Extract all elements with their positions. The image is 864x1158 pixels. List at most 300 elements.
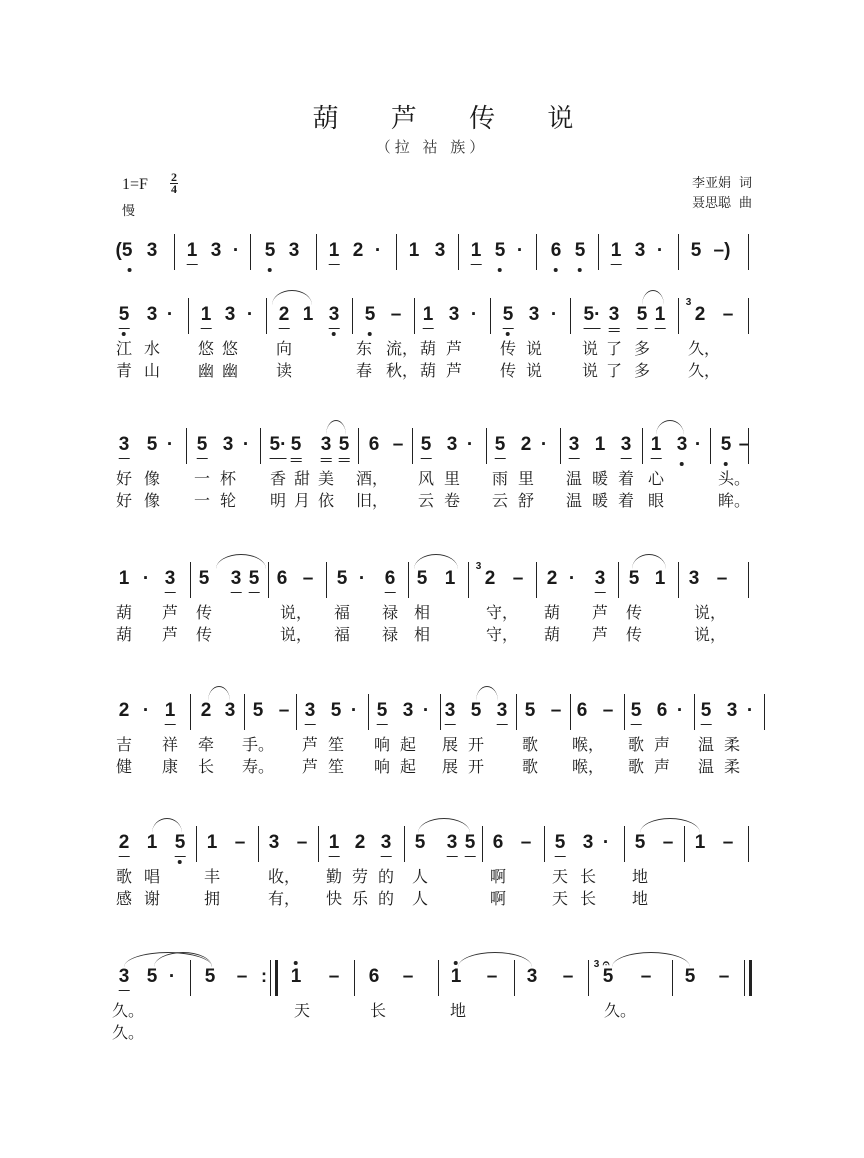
note: – [716, 568, 728, 589]
barline [748, 298, 749, 334]
barline [570, 298, 571, 334]
barline [748, 428, 749, 464]
lyric-syllable: 劳 [351, 867, 369, 886]
note: 2 [520, 434, 532, 455]
note: – [550, 700, 562, 721]
lyric-syllable: 喉， [571, 735, 605, 754]
note: – [236, 966, 248, 987]
note: 3 [620, 434, 632, 455]
note: 3 [146, 240, 158, 261]
barline [188, 298, 189, 334]
lyric-syllable: 风 [417, 469, 435, 488]
lyric-syllable: 福 [333, 625, 351, 644]
tempo-marking: 慢 [122, 204, 136, 219]
lyric-syllable: 啊 [489, 889, 507, 908]
barline [404, 826, 405, 862]
barline [764, 694, 765, 730]
lyric-syllable: 人 [411, 867, 429, 886]
lyric-syllable: 暖 [591, 491, 609, 510]
lyric-syllable: 地 [631, 867, 649, 886]
barline [438, 960, 439, 996]
credits [692, 174, 752, 214]
note: · [694, 434, 702, 455]
note: 2 [200, 700, 212, 721]
note: 3 [224, 700, 236, 721]
lyric-syllable: 笙 [327, 735, 345, 754]
note: 3 [528, 304, 540, 325]
lyric-syllable: 杯 [219, 469, 237, 488]
barline [618, 562, 619, 598]
lyric-syllable: 传 [499, 339, 517, 358]
lyric-syllable: 芦 [445, 361, 463, 380]
lyric-syllable: 幽 [197, 361, 215, 380]
lyric-syllable: 眸。 [717, 491, 751, 510]
note: 5 [503, 304, 514, 326]
note: 1 [470, 240, 482, 261]
note: 5 [636, 304, 648, 325]
note: – [390, 304, 402, 325]
note: 5· [269, 434, 287, 455]
lyric-verse-1 [112, 336, 752, 358]
lyric-syllable: 青 [115, 361, 133, 380]
lyric-syllable: 芦 [301, 735, 319, 754]
note: · [166, 304, 174, 325]
lyric-syllable: 柔 [723, 735, 741, 754]
note: · [358, 568, 366, 589]
slur [152, 818, 182, 833]
lyric-syllable: 月 [293, 491, 311, 510]
barline [266, 298, 267, 334]
lyric-syllable: 声 [653, 735, 671, 754]
barline [414, 298, 415, 334]
score-system [112, 824, 752, 908]
lyric-syllable: 声 [653, 757, 671, 776]
slur [418, 818, 470, 833]
note: · [470, 304, 478, 325]
note: 3 [329, 304, 340, 326]
lyric-syllable: 春 [355, 361, 373, 380]
lyric-syllable: 勤 [325, 867, 343, 886]
note: 1 [408, 240, 420, 261]
lyric-syllable: 旧， [355, 491, 389, 510]
note: 1 [200, 304, 212, 325]
note: 5 [684, 966, 696, 987]
lyric-syllable: 丰 [203, 867, 221, 886]
lyric-syllable: 流， [385, 339, 419, 358]
lyric-syllable: 芦 [445, 339, 463, 358]
note: · [232, 240, 240, 261]
note: 3 [688, 568, 700, 589]
note: 5 [414, 832, 426, 853]
note: · [242, 434, 250, 455]
note: 5 [119, 304, 130, 326]
lyric-syllable: 温 [697, 735, 715, 754]
lyric-syllable: 舒 [517, 491, 535, 510]
lyric-syllable: 好 [115, 469, 133, 488]
note: – [486, 966, 498, 987]
lyric-syllable: 长 [197, 757, 215, 776]
lyric-syllable: 说， [279, 625, 313, 644]
lyric-syllable: 葫 [115, 603, 133, 622]
note: 5 [494, 434, 506, 455]
lyric-syllable: 向 [275, 339, 293, 358]
note: 5 [495, 240, 506, 262]
note: 3 [568, 434, 580, 455]
lyric-syllable: 唱 [143, 867, 161, 886]
lyric-syllable: 牵 [197, 735, 215, 754]
barline [468, 562, 469, 598]
barline [624, 694, 625, 730]
score-system [112, 296, 752, 380]
grace-note: 3 [593, 959, 600, 970]
barline [396, 234, 397, 270]
score-system [112, 692, 752, 776]
note: · [142, 568, 150, 589]
note: 5 [524, 700, 536, 721]
lyric-syllable: 长 [369, 1001, 387, 1020]
barline [544, 826, 545, 862]
note: – [722, 304, 734, 325]
note: · [540, 434, 548, 455]
note: · [168, 966, 176, 987]
note: 5 [575, 240, 586, 262]
note: 5 [470, 700, 482, 721]
barline [482, 826, 483, 862]
composer-credit: 聂思聪 曲 [691, 196, 752, 211]
lyric-syllable: 的 [377, 867, 395, 886]
lyric-syllable: 像 [143, 469, 161, 488]
lyric-verse-2 [112, 358, 752, 380]
time-denominator: 4 [171, 182, 177, 196]
note: 1 [444, 568, 456, 589]
note: 2 [352, 240, 364, 261]
lyric-verse-1 [112, 600, 752, 622]
barline [570, 694, 571, 730]
lyric-verse-1 [112, 864, 752, 886]
final-barline [744, 960, 752, 996]
note: 2 [278, 304, 290, 325]
barline [458, 234, 459, 270]
time-numerator: 2 [171, 170, 177, 184]
note: – [234, 832, 246, 853]
lyric-syllable: 感 [115, 889, 133, 908]
barline [588, 960, 589, 996]
note: – [512, 568, 524, 589]
lyric-syllable: 眼 [647, 491, 665, 510]
lyric-verse-1 [112, 466, 752, 488]
note: 1 [594, 434, 606, 455]
note: 6 [576, 700, 588, 721]
lyric-syllable: 传 [625, 625, 643, 644]
note: 3 [634, 240, 646, 261]
barline [368, 694, 369, 730]
lyric-verse-1 [112, 998, 752, 1020]
note: 3 [224, 304, 236, 325]
lyric-syllable: 美 [317, 469, 335, 488]
note: 3 [582, 832, 594, 853]
note: 3 [526, 966, 538, 987]
barline [260, 428, 261, 464]
lyric-syllable: 芦 [301, 757, 319, 776]
note: 3 [304, 700, 316, 721]
barline [486, 428, 487, 464]
note: – [302, 568, 314, 589]
lyric-syllable: 传 [195, 625, 213, 644]
lyric-syllable: 轮 [219, 491, 237, 510]
note: 3 [448, 304, 460, 325]
lyric-syllable: 香 [269, 469, 287, 488]
lyric-syllable: 长 [579, 867, 597, 886]
lyric-syllable: 笙 [327, 757, 345, 776]
note: – [392, 434, 404, 455]
note: 1 [610, 240, 622, 261]
note: 1 [328, 240, 340, 261]
lyric-syllable: 一 [193, 491, 211, 510]
lyric-syllable: 健 [115, 757, 133, 776]
note: 5 [700, 700, 712, 721]
lyric-syllable: 拥 [203, 889, 221, 908]
key-signature: 1=F [122, 176, 148, 193]
lyric-syllable: 禄 [381, 625, 399, 644]
barline [174, 234, 175, 270]
note: 5· [583, 304, 601, 325]
lyric-syllable: 相 [413, 625, 431, 644]
lyric-syllable: 说 [525, 361, 543, 380]
lyric-syllable: 葫 [115, 625, 133, 644]
note: · [142, 700, 150, 721]
lyric-syllable: 久， [687, 339, 721, 358]
note: 1 [186, 240, 198, 261]
lyric-syllable: 芦 [591, 625, 609, 644]
lyric-syllable: 葫 [543, 625, 561, 644]
note: 3 [164, 568, 176, 589]
lyric-verse-2 [112, 622, 752, 644]
barline [678, 298, 679, 334]
note: – [602, 700, 614, 721]
barline [678, 562, 679, 598]
barline [326, 562, 327, 598]
note: · [166, 434, 174, 455]
note: 5 [330, 700, 342, 721]
note: 6 [492, 832, 504, 853]
barline [318, 826, 319, 862]
lyric-syllable: 祥 [161, 735, 179, 754]
note: 3 [268, 832, 280, 853]
lyric-syllable: 福 [333, 603, 351, 622]
note: 5 [416, 568, 428, 589]
note: 5 [690, 240, 702, 261]
lyric-syllable: 柔 [723, 757, 741, 776]
lyric-syllable: 人 [411, 889, 429, 908]
slur [458, 952, 532, 967]
lyric-syllable: 说， [693, 603, 727, 622]
note: – [718, 966, 730, 987]
barline [624, 826, 625, 862]
lyric-syllable: 葫 [419, 339, 437, 358]
note: (5 [116, 240, 133, 262]
lyric-syllable: 啊 [489, 867, 507, 886]
lyric-verse-2 [112, 488, 752, 510]
note: 5 [628, 568, 640, 589]
barline [190, 694, 191, 730]
lyric-syllable: 天 [293, 1001, 311, 1020]
lyric-syllable: 明 [269, 491, 287, 510]
barline [250, 234, 251, 270]
lyric-syllable: 响 [373, 757, 391, 776]
lyric-syllable: 的 [377, 889, 395, 908]
lyric-syllable: 水 [143, 339, 161, 358]
lyric-syllable: 了 [605, 339, 623, 358]
note: 2 [118, 700, 130, 721]
note: · [246, 304, 254, 325]
lyric-syllable: 响 [373, 735, 391, 754]
lyric-syllable: 里 [443, 469, 461, 488]
note: 1 [118, 568, 130, 589]
lyric-syllable: 手。 [241, 735, 275, 754]
lyric-syllable: 说 [581, 361, 599, 380]
lyric-syllable: 读 [275, 361, 293, 380]
barline [710, 428, 711, 464]
lyric-syllable: 多 [633, 361, 651, 380]
note: · [602, 832, 610, 853]
note: – [402, 966, 414, 987]
note: 5 [630, 700, 642, 721]
lyric-syllable: 传 [625, 603, 643, 622]
lyric-syllable: 温 [565, 469, 583, 488]
note: 3 [726, 700, 738, 721]
note: – [738, 434, 750, 455]
slur [414, 554, 458, 569]
lyric-syllable: 歌 [521, 735, 539, 754]
lyric-syllable: 谢 [143, 889, 161, 908]
barline [490, 298, 491, 334]
lyric-syllable: 起 [399, 757, 417, 776]
note: 3 [608, 304, 620, 325]
note: 2 [354, 832, 366, 853]
lyric-syllable: 说， [279, 603, 313, 622]
lyric-syllable: 传 [499, 361, 517, 380]
note: 3 [446, 832, 458, 853]
note: 5 [464, 832, 476, 853]
lyric-syllable: 说， [693, 625, 727, 644]
lyric-syllable: 起 [399, 735, 417, 754]
note: 3 [288, 240, 300, 261]
lyric-syllable: 好 [115, 491, 133, 510]
note: 6 [368, 966, 380, 987]
barline [268, 562, 269, 598]
note: · [746, 700, 754, 721]
note: 3 [222, 434, 234, 455]
lyric-syllable: 守， [485, 625, 519, 644]
slur [326, 420, 346, 435]
song-subtitle: （拉 祜 族） [375, 138, 489, 156]
barline [536, 234, 537, 270]
lyric-syllable: 守， [485, 603, 519, 622]
lyric-syllable: 葫 [543, 603, 561, 622]
note: · [656, 240, 664, 261]
lyric-syllable: 喉， [571, 757, 605, 776]
lyric-syllable: 依 [317, 491, 335, 510]
lyric-syllable: 云 [491, 491, 509, 510]
note: – [662, 832, 674, 853]
note: 5 [336, 568, 348, 589]
barline [748, 234, 749, 270]
note: 5 [146, 966, 158, 987]
note: 5 [198, 568, 210, 589]
barline [316, 234, 317, 270]
barline [560, 428, 561, 464]
lyric-syllable: 像 [143, 491, 161, 510]
lyric-syllable: 说 [581, 339, 599, 358]
note: 2 [546, 568, 558, 589]
lyric-syllable: 里 [517, 469, 535, 488]
lyric-syllable: 天 [551, 889, 569, 908]
note: 5 [146, 434, 158, 455]
lyric-syllable: 歌 [627, 735, 645, 754]
slur [656, 420, 684, 435]
note: 5 [721, 434, 732, 456]
lyric-syllable: 地 [631, 889, 649, 908]
lyric-syllable: 快 [325, 889, 343, 908]
note: 3 [444, 700, 456, 721]
lyric-syllable: 着 [617, 491, 635, 510]
lyric-syllable: 着 [617, 469, 635, 488]
note: 6 [551, 240, 562, 262]
lyric-syllable: 葫 [419, 361, 437, 380]
note: · [374, 240, 382, 261]
lyric-syllable: 展 [441, 735, 459, 754]
lyric-verse-2 [112, 754, 752, 776]
lyric-syllable: 头。 [717, 469, 751, 488]
note: 6 [368, 434, 380, 455]
note: 1 [650, 434, 662, 455]
song-title: 葫 芦 传 说 [312, 104, 596, 134]
barline [352, 298, 353, 334]
note: 3 [118, 966, 130, 987]
note: 2 3 [475, 561, 496, 589]
note: 3 [146, 304, 158, 325]
note: 2 [118, 832, 130, 853]
lyric-syllable: 久。 [111, 1023, 145, 1042]
lyric-syllable: 悠 [221, 339, 239, 358]
note: 5 [175, 832, 186, 854]
lyric-verse-2 [112, 886, 752, 908]
note: 3 [677, 434, 688, 456]
note: 1 [654, 304, 666, 325]
lyric-syllable: 寿。 [241, 757, 275, 776]
note: 1 [206, 832, 218, 853]
note: · [676, 700, 684, 721]
lyric-syllable: 悠 [197, 339, 215, 358]
note: 6 [656, 700, 668, 721]
note: 1 [328, 832, 340, 853]
lyric-syllable: 东 [355, 339, 373, 358]
lyric-verse-1 [112, 732, 752, 754]
lyric-verse-2 [112, 1020, 752, 1042]
note: 5 [365, 304, 376, 326]
note: – [640, 966, 652, 987]
lyric-syllable: 江 [115, 339, 133, 358]
note: 5 [338, 434, 350, 455]
barline [440, 694, 441, 730]
lyric-syllable: 久， [687, 361, 721, 380]
lyric-syllable: 幽 [221, 361, 239, 380]
lyric-syllable: 传 [195, 603, 213, 622]
lyric-syllable: 山 [143, 361, 161, 380]
lyric-syllable: 多 [633, 339, 651, 358]
lyric-syllable: 长 [579, 889, 597, 908]
lyric-syllable: 心 [647, 469, 665, 488]
